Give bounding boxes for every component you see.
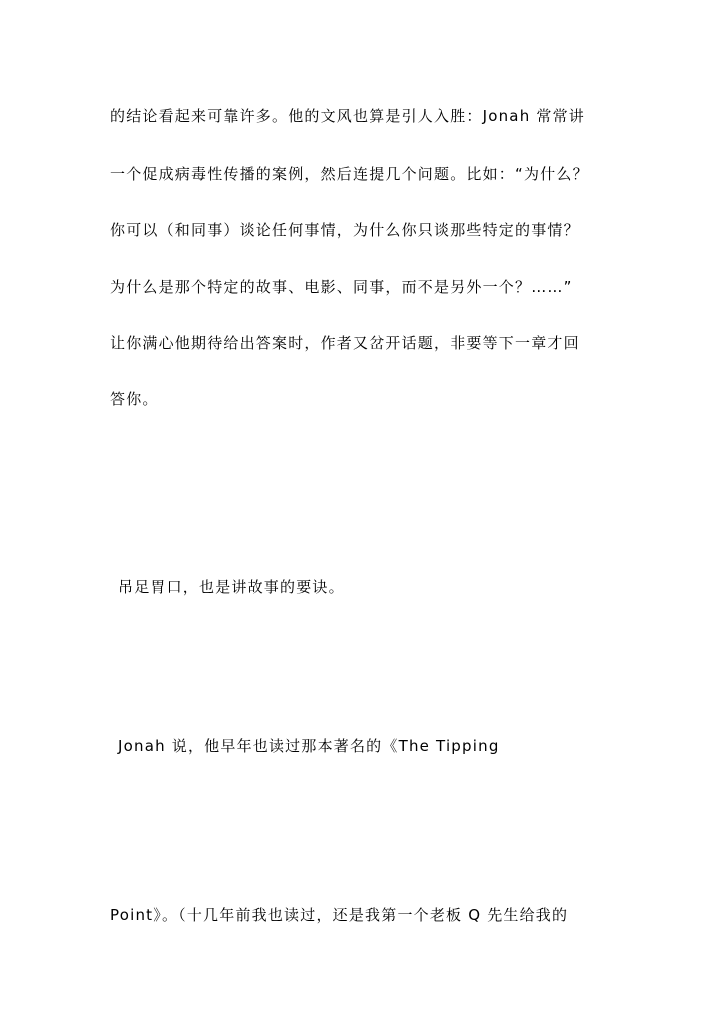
paragraph-line: 一个促成病毒性传播的案例，然后连提几个问题。比如：“为什么？ xyxy=(110,165,589,183)
paragraph-line: 为什么是那个特定的故事、电影、同事，而不是另外一个？……” xyxy=(110,278,573,296)
paragraph-line: 让你满心他期待给出答案时，作者又岔开话题，非要等下一章才回 xyxy=(110,334,580,352)
paragraph-line: 的结论看起来可靠许多。他的文风也算是引人入胜：Jonah 常常讲 xyxy=(110,107,585,125)
paragraph-line: Point》。（十几年前我也读过，还是我第一个老板 Q 先生给我的 xyxy=(110,906,569,924)
paragraph-line: 答你。 xyxy=(110,390,159,408)
paragraph-line: Jonah 说，他早年也读过那本著名的《The Tipping xyxy=(118,737,500,755)
paragraph-line: 你可以（和同事）谈论任何事情，为什么你只谈那些特定的事情？ xyxy=(110,221,580,239)
paragraph-line: 吊足胃口，也是讲故事的要诀。 xyxy=(118,578,345,596)
